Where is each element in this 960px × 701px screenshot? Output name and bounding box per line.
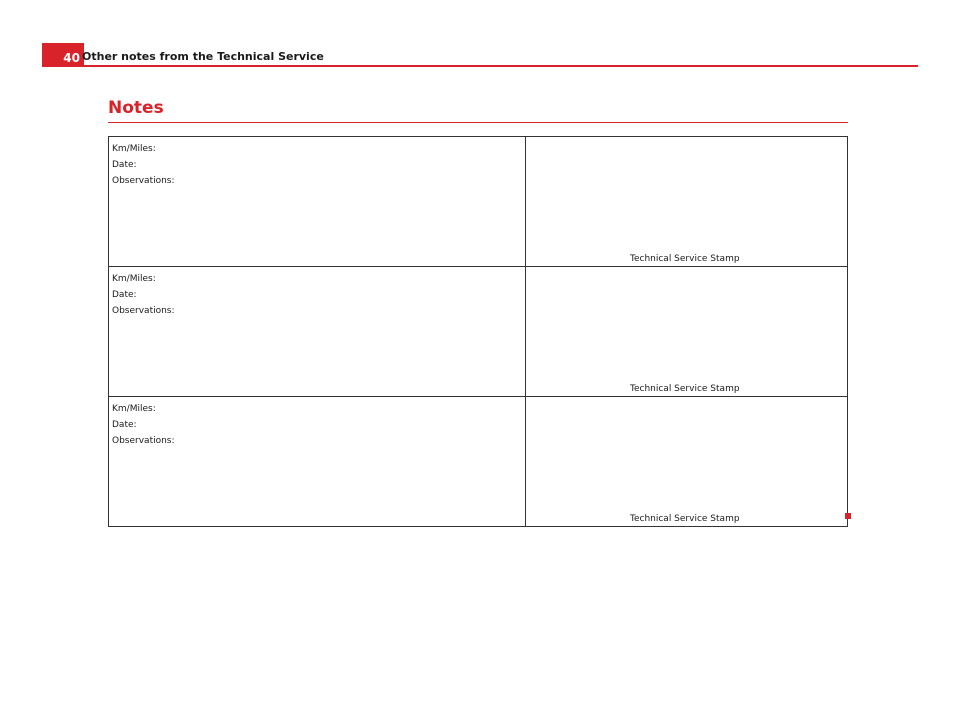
page-header xyxy=(42,43,918,67)
date-label: Date: xyxy=(112,420,137,430)
note-entry xyxy=(109,137,847,267)
observations-label: Observations: xyxy=(112,306,175,316)
stamp-cell xyxy=(526,397,847,526)
stamp-cell xyxy=(526,137,847,266)
note-entry xyxy=(109,267,847,397)
header-title: Other notes from the Technical Service xyxy=(82,50,324,63)
date-label: Date: xyxy=(112,160,137,170)
observations-label: Observations: xyxy=(112,436,175,446)
note-details-cell xyxy=(109,267,526,396)
stamp-label: Technical Service Stamp xyxy=(630,514,740,524)
page-number: 40 xyxy=(42,43,84,65)
stamp-label: Technical Service Stamp xyxy=(630,384,740,394)
section-end-marker xyxy=(845,513,851,519)
km-miles-label: Km/Miles: xyxy=(112,404,156,414)
section-title: Notes xyxy=(108,98,164,118)
note-details-cell xyxy=(109,137,526,266)
note-entry xyxy=(109,397,847,526)
observations-label: Observations: xyxy=(112,176,175,186)
stamp-cell xyxy=(526,267,847,396)
date-label: Date: xyxy=(112,290,137,300)
section-divider xyxy=(108,122,848,123)
stamp-label: Technical Service Stamp xyxy=(630,254,740,264)
note-details-cell xyxy=(109,397,526,526)
km-miles-label: Km/Miles: xyxy=(112,274,156,284)
notes-table xyxy=(108,136,848,527)
km-miles-label: Km/Miles: xyxy=(112,144,156,154)
